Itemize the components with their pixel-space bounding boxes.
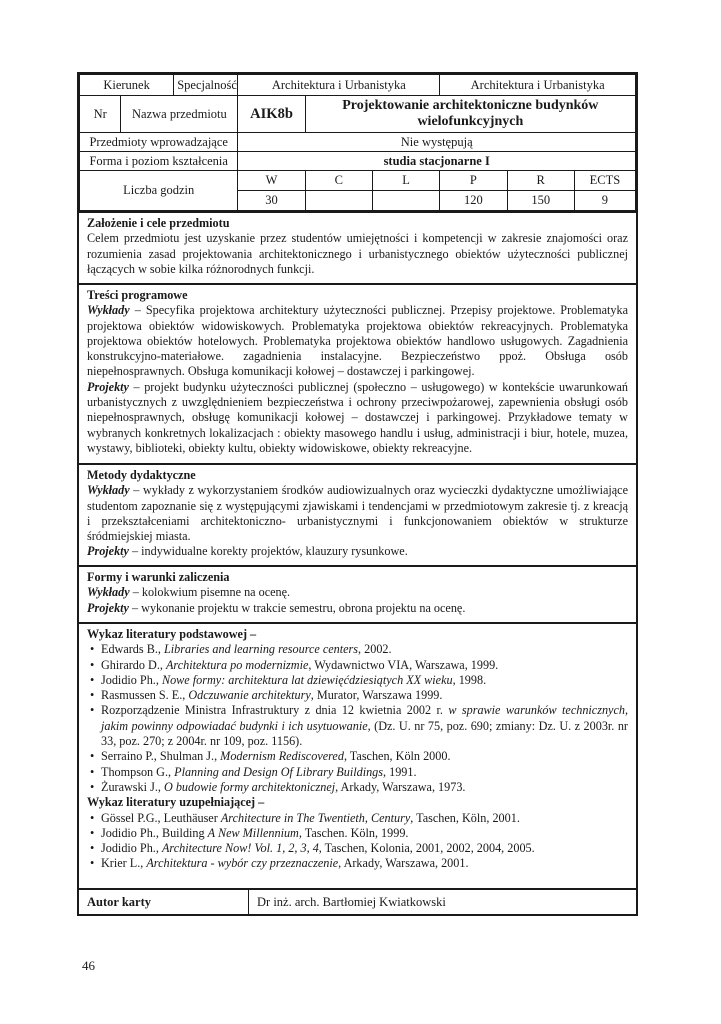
kierunek-value: Architektura i Urbanistyka (238, 75, 440, 96)
course-header-table (79, 74, 636, 211)
hours-col-c: C (305, 171, 372, 191)
literature-basic-list (87, 642, 628, 795)
list-item: • Krier L., Architektura - wybór czy przeznaczenie, Arkady, Warszawa, 2001. (87, 856, 628, 871)
assessment-projects (87, 601, 628, 616)
hours-col-ects: ECTS (574, 171, 635, 191)
methods-section (79, 463, 636, 565)
list-item: • Edwards B., Libraries and learning resource centers, 2002. (87, 642, 628, 657)
methods-lectures-text: – wykłady z wykorzystaniem środków audiowizualnych oraz wycieczki dydaktyczne umożliwiające studentom zapoznanie się z występującymi zjawiskami i tendencjami w przedmiotowym zakresie tj. z kreacją i przekształceniami architektoniczno- urbanistycznymi i funkcjonowaniem obiektów w strukturze śródmiejskiej miasta. (87, 483, 628, 544)
assessment-lectures-text: – kolokwium pisemne na ocenę. (129, 585, 291, 600)
content-lectures-text: – Specyfika projektowa architektury użyteczności publicznej. Przepisy projektowe. Problematyka projektowa obiektów widowiskowych. Problematyka projektowa obiektów rekreacyjnych. Problematyka projektowa obiektów hotelowych. Problematyka projektowa obiektów handlowo usługowych. Zagadnienia konstrukcyjno-materiałowe. zagadnienia instalacyjne. Bezpieczeństwo ppoż. Obsługa osób niepełnosprawnych. Obsługa komunikacji kołowej – dostawczej i parkingowej. (87, 303, 628, 379)
goals-section (79, 211, 636, 283)
prereq-value: Nie występują (238, 133, 636, 152)
hours-val-r: 150 (507, 191, 574, 211)
hours-col-w: W (238, 171, 305, 191)
methods-title: Metody dydaktyczne (87, 468, 196, 482)
literature-extra-title: Wykaz literatury uzupełniającej – (87, 795, 265, 810)
course-code: AIK8b (238, 96, 305, 133)
hours-val-c (305, 191, 372, 211)
hours-col-r: R (507, 171, 574, 191)
author-row (79, 888, 636, 914)
hours-val-l (372, 191, 439, 211)
course-card (77, 72, 638, 916)
course-name: Projektowanie architektoniczne budynków wielofunkcyjnych (305, 96, 635, 133)
content-lectures (87, 303, 628, 379)
list-item: • Żurawski J., O budowie formy architektonicznej, Arkady, Warszawa, 1973. (87, 780, 628, 795)
author-value: Dr inż. arch. Bartłomiej Kwiatkowski (257, 894, 446, 909)
methods-projects-text: – indywidualne korekty projektów, klauzury rysunkowe. (128, 544, 408, 559)
kierunek-label: Kierunek (80, 75, 174, 96)
specjalnosc-value: Architektura i Urbanistyka (440, 75, 636, 96)
list-item: • Rozporządzenie Ministra Infrastruktury z dnia 12 kwietnia 2002 r. w sprawie warunków technicznych, jakim powinny odpowiadać budynki i ich usytuowanie, (Dz. U. nr 75, poz. 690; zmiany: Dz. U. z 2003r. nr 33, poz. 270; z 2004r. nr 109, poz. 1156). (87, 703, 628, 749)
hours-col-l: L (372, 171, 439, 191)
list-item: • Gössel P.G., Leuthäuser Architecture in The Twentieth, Century, Taschen, Köln, 2001. (87, 811, 628, 826)
assessment-projects-label: Projekty (87, 600, 129, 615)
hours-val-w: 30 (238, 191, 305, 211)
content-projects-text: – projekt budynku użyteczności publicznej (społeczno – usługowego) w kontekście uwarunkowań urbanistycznych z uwzględnieniem bezpieczeństwa i ochrony przeciwpożarowej, zapewnienia obsługi osób niepełnosprawnych, obsługę komunikacji kołowej – dostawczej i parkingowej. Przykładowe tematy w wybranych konkretnych lokalizacjach : obiekty masowego handlu i usług, administracji i biur, hotele, muzea, wystawy, biblioteki, obiekty kultu, obiekty widowiskowe, obiekty rekreacyjne. (87, 379, 628, 455)
list-item: • Jodidio Ph., Nowe formy: architektura lat dziewięćdziesiątych XX wieku, 1998. (87, 673, 628, 688)
form-value: studia stacjonarne I (238, 152, 636, 171)
assessment-lectures-label: Wykłady (87, 585, 130, 600)
methods-projects (87, 544, 628, 559)
assessment-projects-text: – wykonanie projektu w trakcie semestru, obrona projektu na ocenę. (128, 600, 466, 615)
prereq-label: Przedmioty wprowadzające (80, 133, 238, 152)
literature-extra-list (87, 811, 628, 872)
literature-basic-title: Wykaz literatury podstawowej – (87, 627, 257, 641)
list-item: • Ghirardo D., Architektura po modernizmie, Wydawnictwo VIA, Warszawa, 1999. (87, 658, 628, 673)
hours-col-p: P (440, 171, 507, 191)
list-item: • Serraino P., Shulman J., Modernism Rediscovered, Taschen, Köln 2000. (87, 749, 628, 764)
list-item: • Rasmussen S. E., Odczuwanie architektury, Murator, Warszawa 1999. (87, 688, 628, 703)
hours-val-ects: 9 (574, 191, 635, 211)
methods-lectures-label: Wykłady (87, 483, 130, 498)
specjalnosc-label: Specjalność (174, 75, 238, 96)
literature-section (79, 622, 636, 888)
content-lectures-label: Wykłady (87, 303, 130, 318)
content-section (79, 283, 636, 463)
assessment-title: Formy i warunki zaliczenia (87, 570, 230, 584)
hours-label: Liczba godzin (80, 171, 238, 211)
list-item: • Thompson G., Planning and Design Of Library Buildings, 1991. (87, 765, 628, 780)
page-number: 46 (82, 958, 95, 973)
list-item: • Jodidio Ph., Architecture Now! Vol. 1, 2, 3, 4, Taschen, Kolonia, 2001, 2002, 2004, 2005. (87, 841, 628, 856)
list-item: • Jodidio Ph., Building A New Millennium, Taschen. Köln, 1999. (87, 826, 628, 841)
content-title: Treści programowe (87, 288, 188, 302)
content-projects-label: Projekty (87, 379, 129, 394)
author-label: Autor karty (79, 889, 249, 914)
methods-lectures (87, 483, 628, 544)
goals-text: Celem przedmiotu jest uzyskanie przez studentów umiejętności i kompetencji w zakresie znajomości oraz rozumienia zasad projektowania architektonicznego i urbanistycznego obiektów użyteczności publicznej łączących w sobie kilka różnorodnych funkcji. (87, 231, 628, 276)
assessment-lectures (87, 585, 628, 600)
nazwa-label: Nazwa przedmiotu (121, 96, 238, 133)
goals-title: Założenie i cele przedmiotu (87, 216, 230, 230)
content-projects (87, 380, 628, 456)
assessment-section (79, 565, 636, 622)
hours-val-p: 120 (440, 191, 507, 211)
form-label: Forma i poziom kształcenia (80, 152, 238, 171)
nr-label: Nr (80, 96, 121, 133)
methods-projects-label: Projekty (87, 544, 129, 559)
